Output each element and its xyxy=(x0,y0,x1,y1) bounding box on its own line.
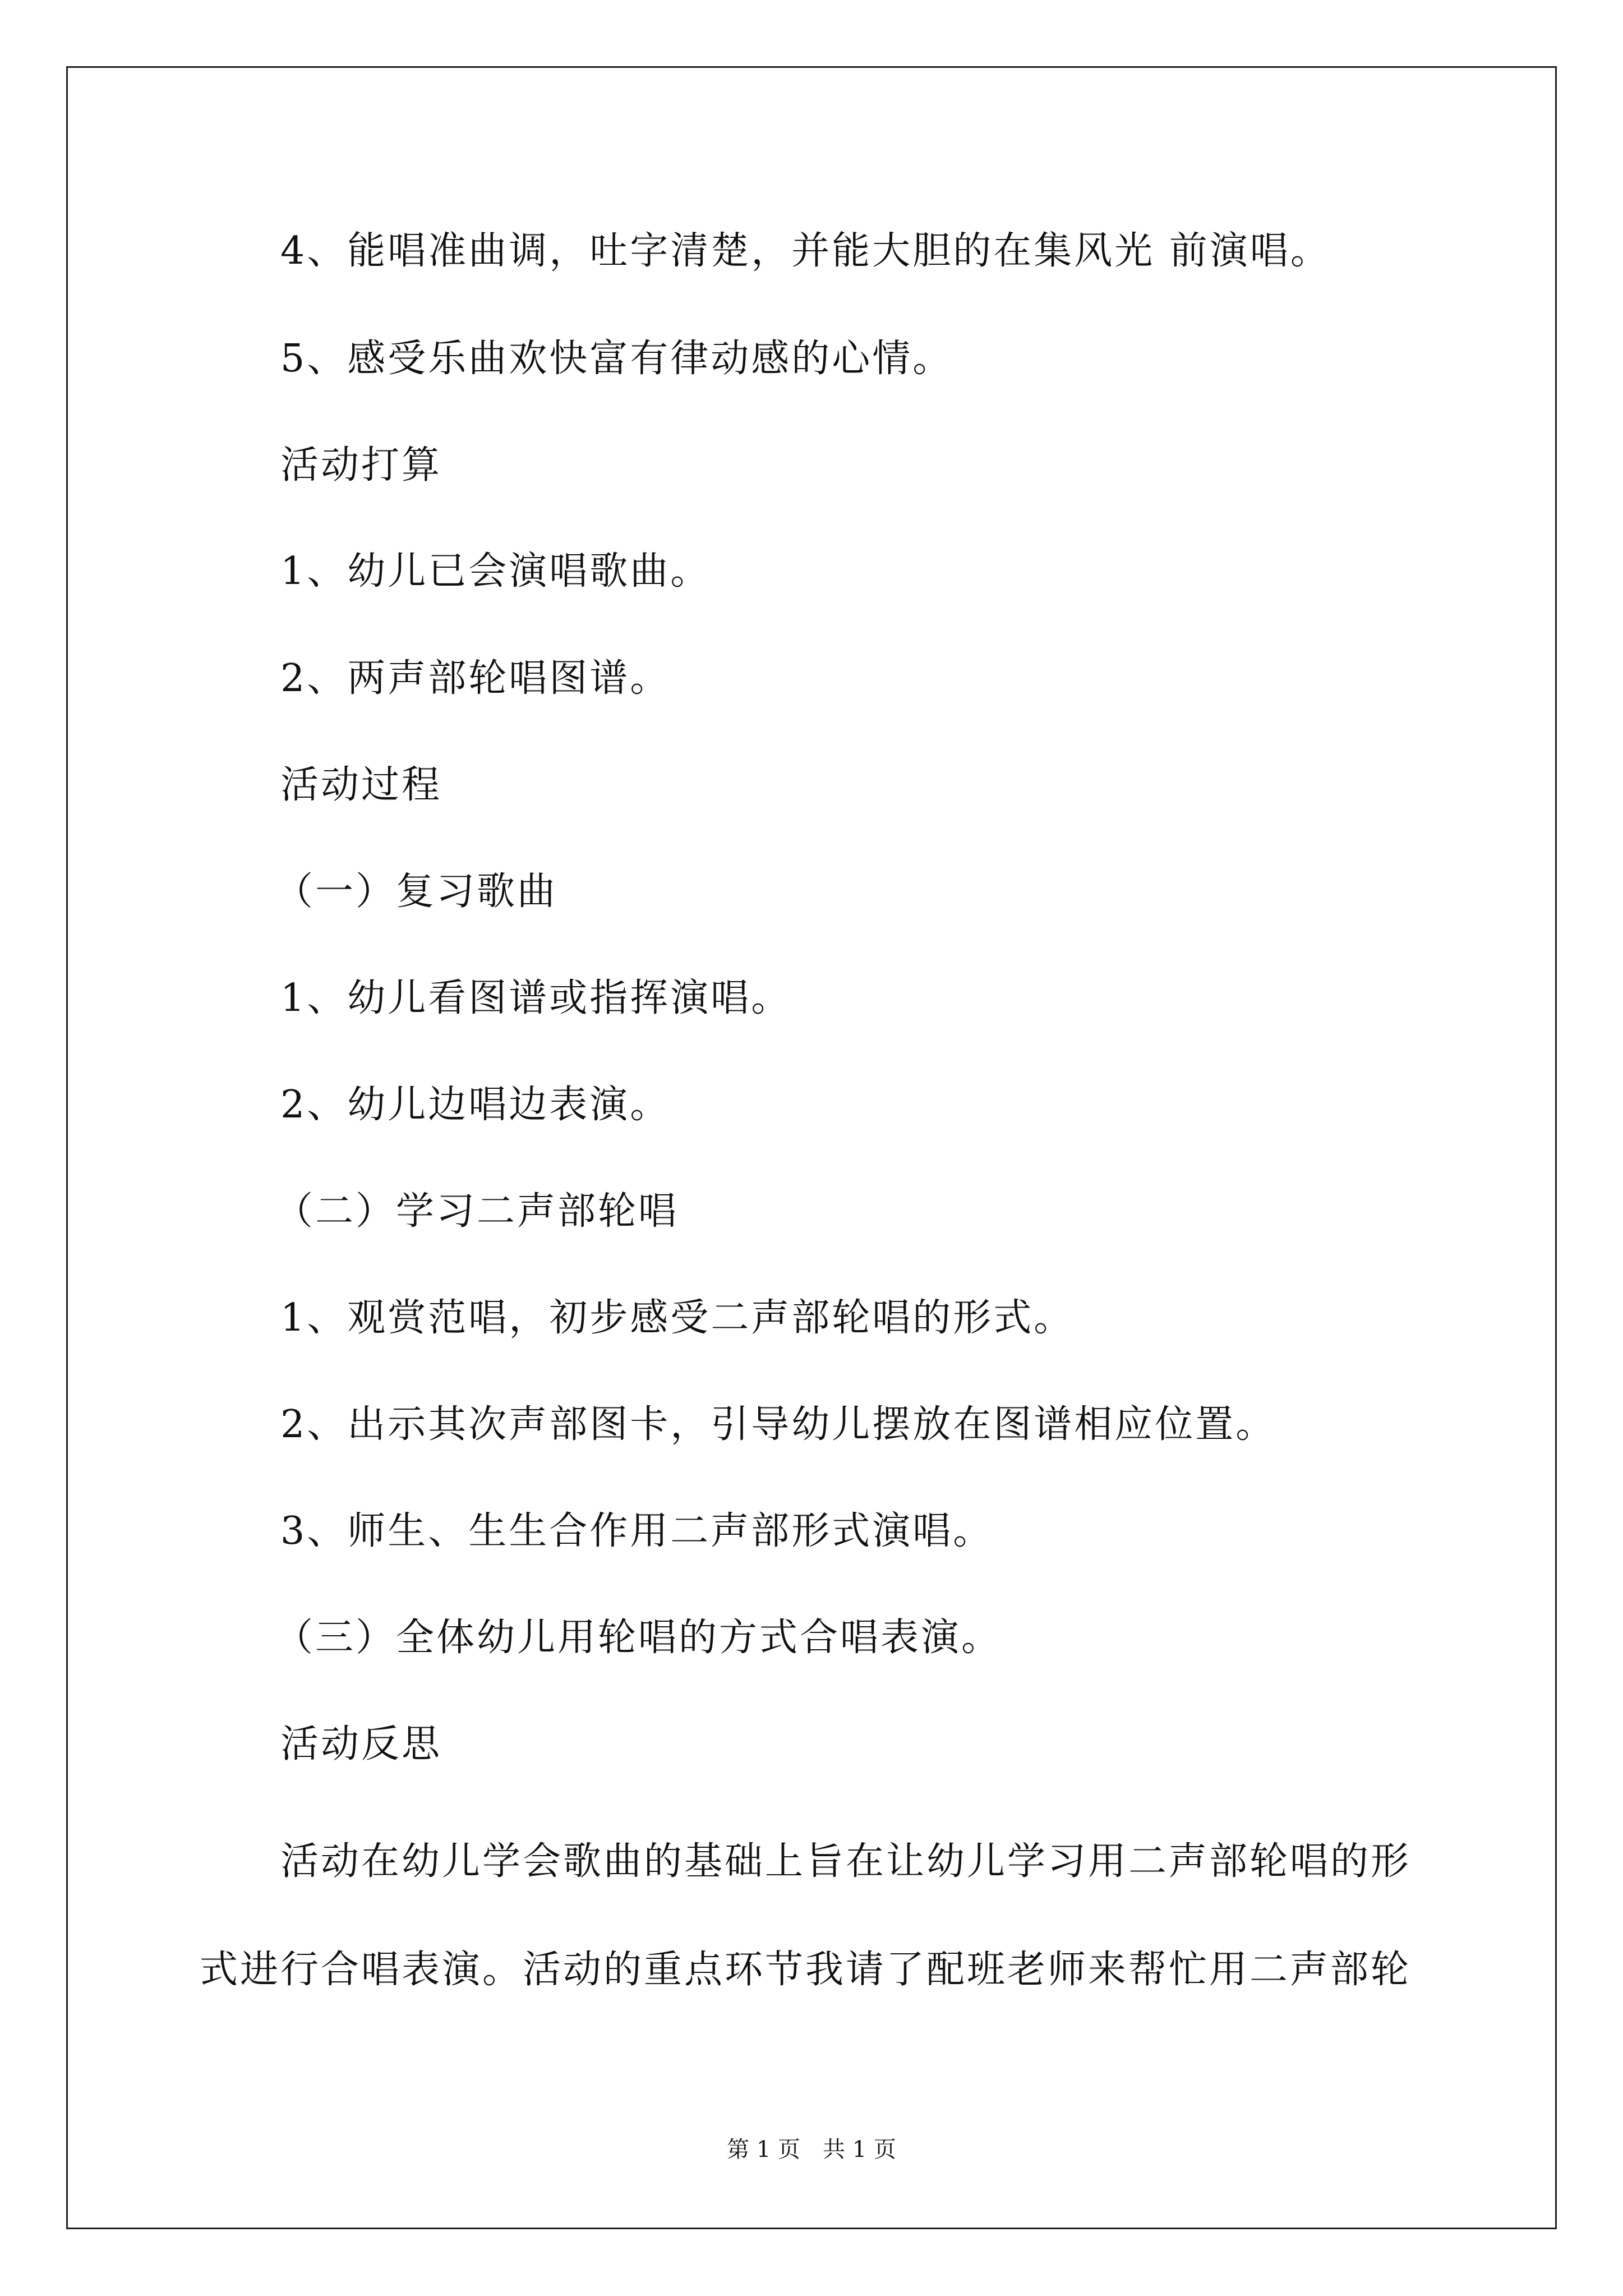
reflection-paragraph xyxy=(200,1807,1433,2024)
section-heading-preparation: 活动打算 xyxy=(280,443,442,487)
section-heading-reflection: 活动反思 xyxy=(280,1722,442,1766)
text-line-9: 3、师生、生生合作用二声部形式演唱。 xyxy=(280,1509,994,1553)
text-line-6: 2、幼儿边唱边表演。 xyxy=(280,1083,671,1127)
text-line-7: 1、观赏范唱，初步感受二声部轮唱的形式。 xyxy=(280,1296,1075,1340)
text-line-1: 4、能唱准曲调，吐字清楚，并能大胆的在集风光 前演唱。 xyxy=(280,229,1331,273)
subsection-heading-1: （一）复习歌曲 xyxy=(275,869,558,914)
subsection-heading-3: （三）全体幼儿用轮唱的方式合唱表演。 xyxy=(275,1616,1002,1660)
text-line-8: 2、出示其次声部图卡，引导幼儿摆放在图谱相应位置。 xyxy=(280,1402,1276,1447)
text-line-4: 2、两声部轮唱图谱。 xyxy=(280,656,671,701)
subsection-heading-2: （二）学习二声部轮唱 xyxy=(275,1189,679,1234)
paragraph-line-2: 式进行合唱表演。活动的重点环节我请了配班老师来帮忙用二声部轮 xyxy=(200,1948,1412,1992)
text-line-3: 1、幼儿已会演唱歌曲。 xyxy=(280,549,711,593)
section-heading-process: 活动过程 xyxy=(280,763,442,807)
page-footer: 第 1 页 共 1 页 xyxy=(727,2137,896,2162)
paragraph-line-1: 活动在幼儿学会歌曲的基础上旨在让幼儿学习用二声部轮唱的形 xyxy=(280,1839,1412,1884)
text-line-5: 1、幼儿看图谱或指挥演唱。 xyxy=(280,976,792,1020)
text-line-2: 5、感受乐曲欢快富有律动感的心情。 xyxy=(280,337,953,381)
